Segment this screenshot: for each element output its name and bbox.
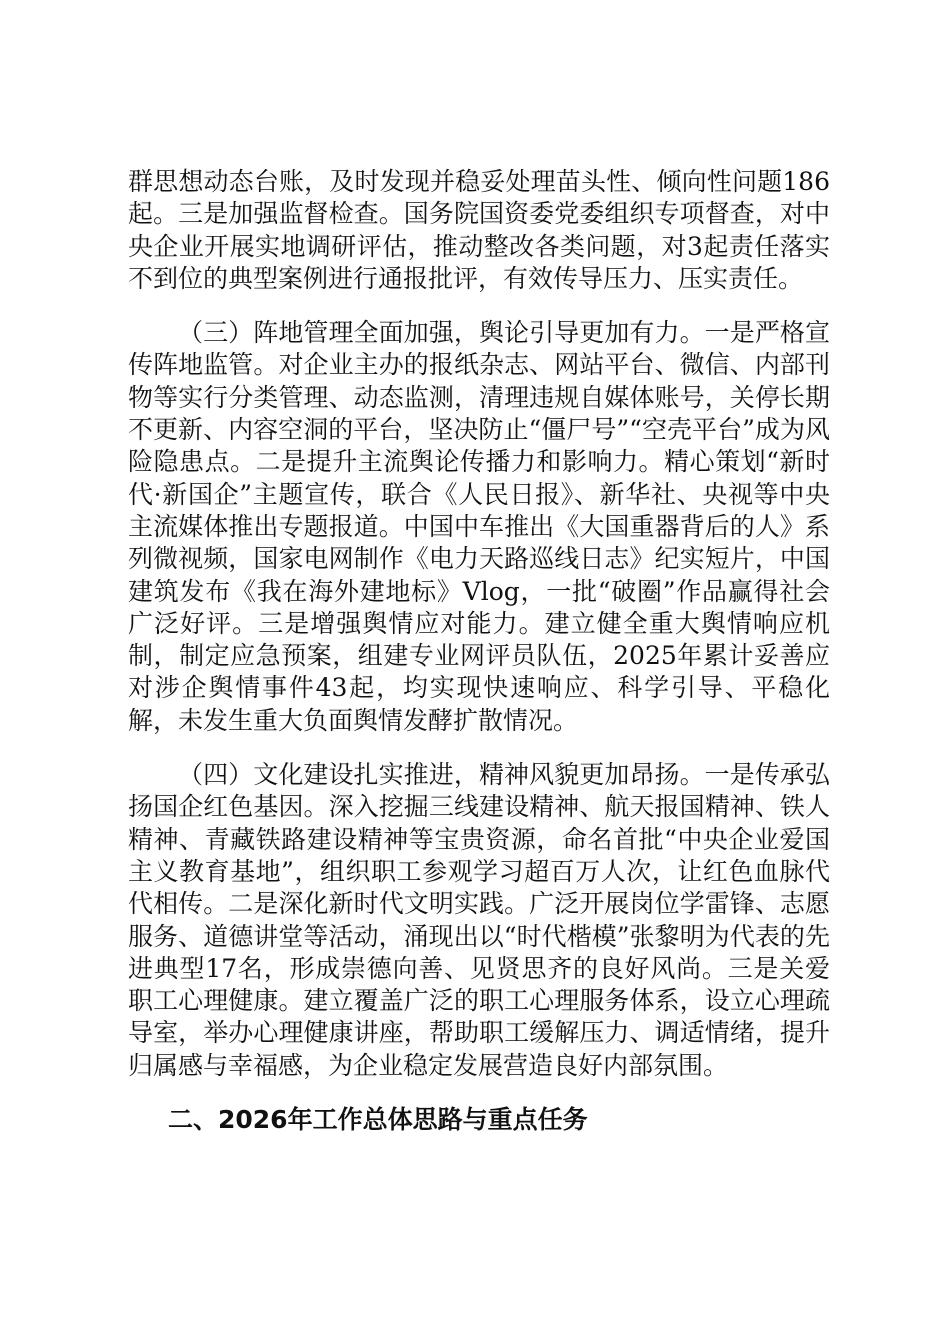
document-page (128, 166, 830, 1136)
paragraph-section-3: （三）阵地管理全面加强，舆论引导更加有力。一是严格宣传阵地监管。对企业主办的报纸杂志、网站平台、微信、内部刊物等实行分类管理、动态监测，清理违规自媒体账号，关停长期不更新、内容空洞的平台，坚决防止“僵尸号”“空壳平台”成为风险隐患点。二是提升主流舆论传播力和影响力。精心策划“新时代·新国企”主题宣传，联合《人民日报》、新华社、央视等中央主流媒体推出专题报道。中国中车推出《大国重器背后的人》系列微视频，国家电网制作《电力天路巡线日志》纪实短片，中国建筑发布《我在海外建地标》Vlog，一批“破圈”作品赢得社会广泛好评。三是增强舆情应对能力。建立健全重大舆情响应机制，制定应急预案，组建专业网评员队伍，2025年累计妥善应对涉企舆情事件43起，均实现快速响应、科学引导、平稳化解，未发生重大负面舆情发酵扩散情况。 (128, 318, 830, 735)
paragraph-section-4: （四）文化建设扎实推进，精神风貌更加昂扬。一是传承弘扬国企红色基因。深入挖掘三线建设精神、航天报国精神、铁人精神、青藏铁路建设精神等宝贵资源，命名首批“中央企业爱国主义教育基地”，组织职工参观学习超百万人次，让红色血脉代代相传。二是深化新时代文明实践。广泛开展岗位学雷锋、志愿服务、道德讲堂等活动，涌现出以“时代楷模”张黎明为代表的先进典型17名，形成崇德向善、见贤思齐的良好风尚。三是关爱职工心理健康。建立覆盖广泛的职工心理服务体系，设立心理疏导室，举办心理健康讲座，帮助职工缓解压力、调适情绪，提升归属感与幸福感，为企业稳定发展营造良好内部氛围。 (128, 760, 830, 1080)
paragraph-continued: 群思想动态台账，及时发现并稳妥处理苗头性、倾向性问题186起。三是加强监督检查。国务院国资委党委组织专项督查，对中央企业开展实地调研评估，推动整改各类问题，对3起责任落实不到位的典型案例进行通报批评，有效传导压力、压实责任。 (128, 167, 830, 293)
section-heading: 二、2026年工作总体思路与重点任务 (168, 1105, 588, 1135)
